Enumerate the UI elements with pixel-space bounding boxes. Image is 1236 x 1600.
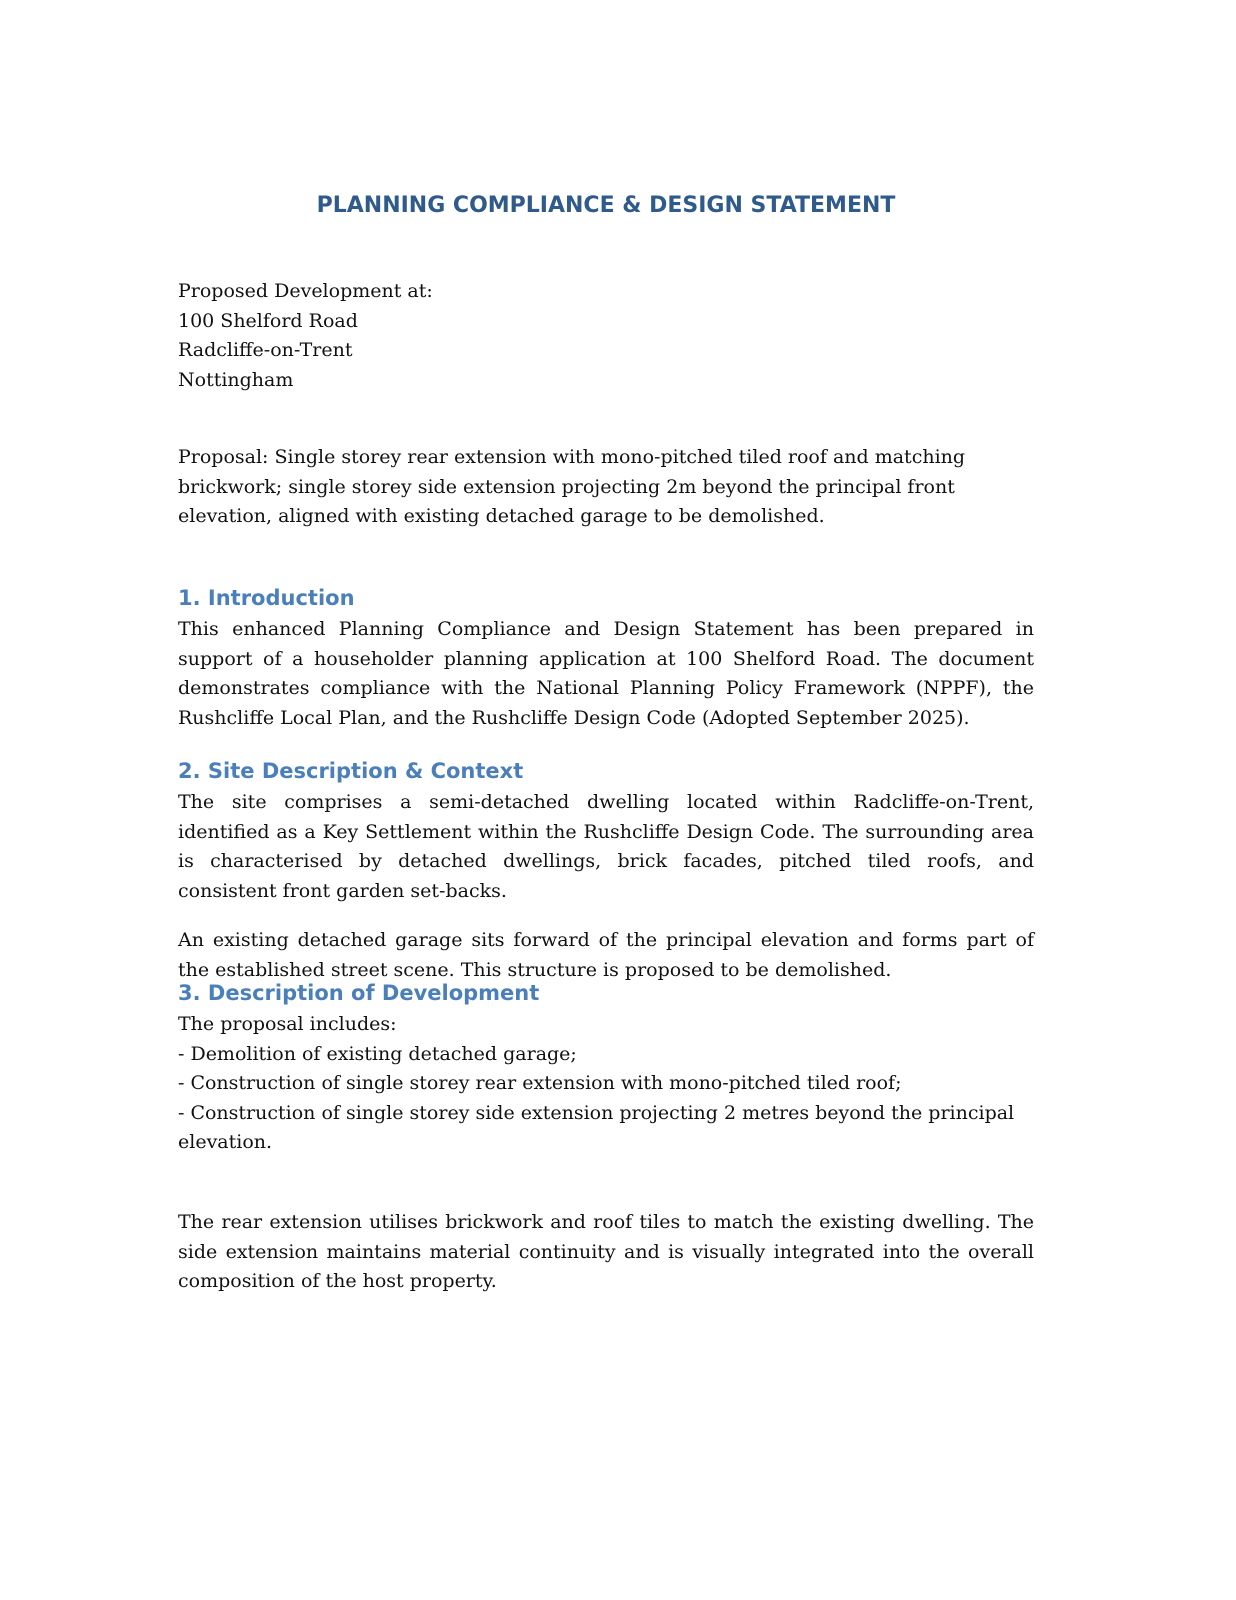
section-paragraph: The site comprises a semi-detached dwelling located within Radcliffe-on-Trent, identified as a Key Settlement within the Rushcliffe Design Code. The surrounding area is characterised by detached dwellings, brick facades, pitched tiled roofs, and consistent front garden set-backs.: [178, 791, 1034, 902]
section-introduction: [178, 582, 1034, 733]
section-heading: 1. Introduction: [178, 586, 355, 610]
section-heading: 2. Site Description & Context: [178, 759, 524, 783]
section-development-description: [178, 977, 1034, 1158]
address-street: 100 Shelford Road: [178, 309, 358, 332]
list-item: - Demolition of existing detached garage;: [178, 1042, 577, 1065]
section-site-description: [178, 755, 1034, 985]
list-item: - Construction of single storey rear extension with mono-pitched tiled roof;: [178, 1072, 902, 1094]
section-heading: 3. Description of Development: [178, 981, 540, 1005]
section-paragraph: An existing detached garage sits forward of the principal elevation and forms part of the established street scene. This structure is proposed to be demolished.: [178, 929, 1034, 981]
closing-paragraph: The rear extension utilises brickwork and roof tiles to match the existing dwelling. The side extension maintains material continuity and is visually integrated into the overall composition of the host property.: [178, 1211, 1034, 1292]
list-item: - Construction of single storey side extension projecting 2 metres beyond the principal elevation.: [178, 1101, 1015, 1153]
list-intro: The proposal includes:: [178, 1013, 397, 1035]
address-city: Nottingham: [178, 368, 294, 391]
document-title: PLANNING COMPLIANCE & DESIGN STATEMENT: [316, 193, 896, 218]
address-town: Radcliffe-on-Trent: [178, 339, 353, 361]
address-heading: Proposed Development at:: [178, 280, 433, 302]
address-block: [178, 277, 1034, 395]
proposal-summary: Proposal: Single storey rear extension with mono-pitched tiled roof and matching brickwork; single storey side extension projecting 2m beyond the principal front elevation, aligned with existing detached garage to be demolished.: [178, 446, 966, 527]
section-paragraph: This enhanced Planning Compliance and Design Statement has been prepared in support of a householder planning application at 100 Shelford Road. The document demonstrates compliance with the National Planning Policy Framework (NPPF), the Rushcliffe Local Plan, and the Rushcliffe Design Code (Adopted September 2025).: [178, 618, 1034, 729]
